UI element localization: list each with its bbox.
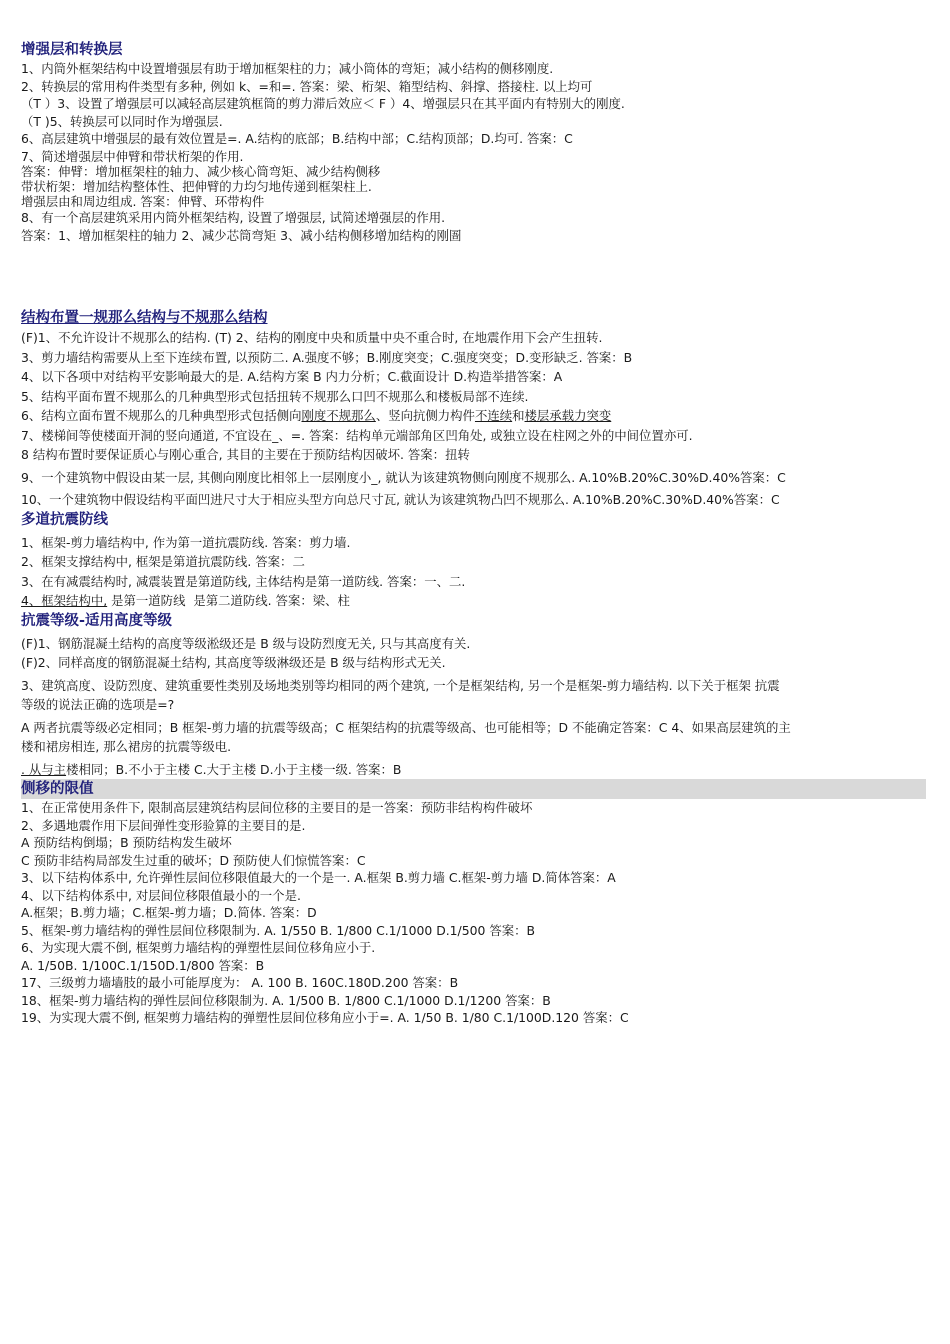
text-line: 楼和裙房相连, 那么裙房的抗震等级电. <box>21 739 232 755</box>
text-line: 9、一个建筑物中假设由某一层, 其侧向刚度比相邻上一层刚度小_, 就认为该建筑物侧向刚度不规那么. A.10%B.20%C.30%D.40%答案：C <box>21 469 786 485</box>
text-line: 增强层由和周边组成. 答案：伸臂、环带构件 <box>21 194 265 209</box>
text-line: 3、剪力墙结构需要从上至下连续布置, 以预防二. A.强度不够；B.刚度突变；C.强度突变；D.变形缺乏. 答案：B <box>21 349 633 365</box>
text-line: 3、以下结构体系中, 允许弹性层间位移限值最大的一个是一. A.框架 B.剪力墙 C.框架-剪力墙 D.简体答案：A <box>21 870 616 886</box>
text-segment: 、竖向抗侧力构件 <box>375 408 475 424</box>
text-line: 1、内筒外框架结构中设置增强层有助于增加框架柱的力；减小筒体的弯矩；减小结构的侧移刚度. <box>21 61 554 76</box>
text-line: 6、高层建筑中增强层的最有效位置是=. A.结构的底部；B.结构中部；C.结构顶部；D.均可. 答案：C <box>21 131 573 146</box>
text-line: 3、建筑高度、设防烈度、建筑重要性类别及场地类别等均相同的两个建筑, 一个是框架结构, 另一个是框架-剪力墙结构. 以下关于框架 抗震 <box>21 677 780 693</box>
section-heading: 增强层和转换层 <box>21 42 123 58</box>
text-line: 1、框架-剪力墙结构中, 作为第一道抗震防线. 答案：剪力墙. <box>21 534 351 550</box>
section-heading: 多道抗震防线 <box>21 511 108 528</box>
text-segment: 是第一道防线 是第二道防线. 答案：梁、柱 <box>107 593 350 609</box>
text-line <box>21 760 926 780</box>
text-line: 答案：1、增加框架柱的轴力 2、减少芯筒弯矩 3、减小结构侧移增加结构的刚圄 <box>21 227 462 243</box>
text-line: 带状桁架：增加结构整体性、把伸臂的力均匀地传递到框架柱上. <box>21 179 372 194</box>
text-line: A 两者抗震等级必定相同；B 框架-剪力墙的抗震等级高；C 框架结构的抗震等级高、也可能相等；D 不能确定答案：C 4、如果高层建筑的主 <box>21 719 791 735</box>
text-line: 2、转换层的常用构件类型有多种, 例如 k、=和=. 答案：梁、桁架、箱型结构、斜撑、搭接柱. 以上均可 <box>21 78 593 94</box>
text-line: 等级的说法正确的选项是=? <box>21 697 175 713</box>
text-segment: 楼相同；B.不小于主楼 C.大于主楼 D.小于主楼一级. 答案：B <box>66 761 402 777</box>
underlined-term: 刚度不规那么 <box>301 408 376 424</box>
text-line: （T ）3、设置了增强层可以减轻高层建筑框筒的剪力滞后效应＜ F ）4、增强层只在其平面内有特别大的刚度. <box>21 96 625 111</box>
text-line: 7、楼梯间等使楼面开洞的竖向通道, 不宜设在_、=. 答案：结构单元端部角区凹角处, 或独立设在柱网之外的中间位置亦可. <box>21 427 693 443</box>
text-line: (F)2、同样高度的钢筋混凝土结构, 其高度等级淋级还是 B 级与结构形式无关. <box>21 655 446 671</box>
text-line: 5、结构平面布置不规那么的几种典型形式包括扭转不规那么口凹不规那么和楼板局部不连续. <box>21 388 529 404</box>
section-heading: 侧移的限值 <box>21 779 926 799</box>
text-line: (F)1、钢筋混凝土结构的高度等级淞级还是 B 级与设防烈度无关, 只与其高度有关. <box>21 635 471 651</box>
text-line: A 预防结构倒塌；B 预防结构发生破坏 <box>21 835 232 851</box>
text-segment: 和 <box>512 408 525 424</box>
text-line: 4、以下结构体系中, 对层间位移限值最小的一个是. <box>21 887 301 903</box>
text-line: 6、为实现大震不倒, 框架剪力墙结构的弹塑性层间位移角应小于. <box>21 940 376 956</box>
text-line: 17、三级剪力墙墙肢的最小可能厚度为： A. 100 B. 160C.180D.200 答案：B <box>21 975 459 991</box>
text-line: 答案：伸臂：增加框架柱的轴力、减少核心筒弯矩、减少结构侧移 <box>21 165 381 179</box>
text-line: 5、框架-剪力墙结构的弹性层间位移限制为. A. 1/550 B. 1/800 C.1/1000 D.1/500 答案：B <box>21 922 535 938</box>
text-line: A.框架；B.剪力墙；C.框架-剪力墙；D.简体. 答案：D <box>21 905 317 921</box>
text-line: 4、以下各项中对结构平安影响最大的是. A.结构方案 B 内力分析；C.截面设计 D.构造举措答案：A <box>21 369 563 385</box>
text-line: C 预防非结构局部发生过重的破坏；D 预防使人们惊慌答案：C <box>21 852 366 868</box>
underlined-term: 4、框架结构中, <box>21 593 108 609</box>
text-line: 2、多遇地震作用下层间弹性变形验算的主要目的是. <box>21 817 306 833</box>
document-page <box>21 40 926 1027</box>
text-line: 8、有一个高层建筑采用内筒外框架结构, 设置了增强层, 试简述增强层的作用. <box>21 210 446 226</box>
text-line: 10、一个建筑物中假设结构平面凹进尺寸大于相应头型方向总尺寸瓦, 就认为该建筑物凸凹不规那么. A.10%B.20%C.30%D.40%答案：C <box>21 492 780 508</box>
text-line: 8 结构布置时要保证质心与刚心重合, 其目的主要在于预防结构因破坏. 答案：扭转 <box>21 447 470 463</box>
section-heading: 抗震等级-适用高度等级 <box>21 612 173 629</box>
text-line: 7、简述增强层中伸臂和带状桁架的作用. <box>21 148 244 164</box>
text-line: 19、为实现大震不倒, 框架剪力墙结构的弹塑性层间位移角应小于=. A. 1/50 B. 1/80 C.1/100D.120 答案：C <box>21 1010 629 1026</box>
text-line: 18、框架-剪力墙结构的弹性层间位移限制为. A. 1/500 B. 1/800 C.1/1000 D.1/1200 答案：B <box>21 992 551 1008</box>
text-line <box>21 591 926 611</box>
spacer <box>21 244 926 308</box>
text-line: A. 1/50B. 1/100C.1/150D.1/800 答案：B <box>21 957 265 973</box>
text-line <box>21 406 926 426</box>
text-segment: 6、结构立面布置不规那么的几种典型形式包括侧向 <box>21 408 302 424</box>
text-line: 1、在正常使用条件下, 限制高层建筑结构层间位移的主要目的是一答案：预防非结构构件破坏 <box>21 800 533 816</box>
text-line: 3、在有减震结构时, 减震装置是第道防线, 主体结构是第一道防线. 答案：一、二. <box>21 573 466 589</box>
underlined-term: . 从与主 <box>21 761 67 777</box>
section-heading: 结构布置一规那么结构与不规那么结构 <box>21 310 268 327</box>
underlined-term: 不连续 <box>474 408 513 424</box>
text-line: （T )5、转换层可以同时作为增强层. <box>21 113 223 129</box>
text-line: (F)1、不允许设计不规那么的结构. (T) 2、结构的刚度中央和质量中央不重合时, 在地震作用下会产生扭转. <box>21 330 603 346</box>
underlined-term: 楼层承载力突变 <box>524 408 612 424</box>
text-line: 2、框架支撑结构中, 框架是第道抗震防线. 答案：二 <box>21 554 305 570</box>
